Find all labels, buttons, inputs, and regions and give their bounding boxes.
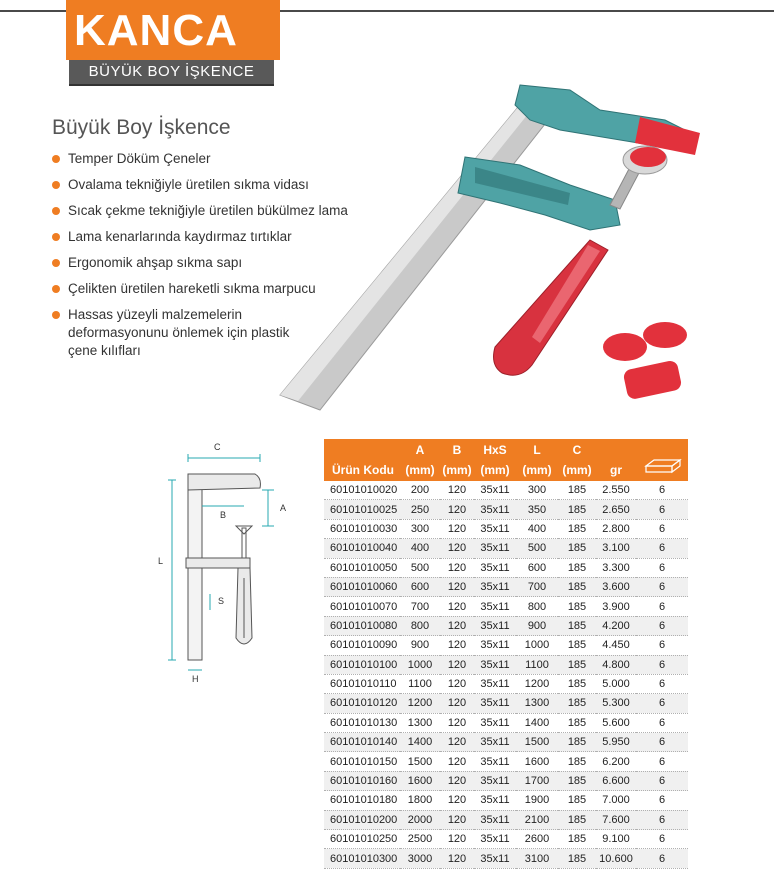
spec-table-body [324, 481, 688, 868]
table-cell: 35x11 [474, 694, 516, 713]
table-cell: 35x11 [474, 616, 516, 635]
table-row [324, 539, 688, 558]
table-cell: 60101010090 [324, 636, 400, 655]
table-cell: 6 [636, 500, 688, 519]
table-cell: 3.300 [596, 558, 636, 577]
table-cell: 35x11 [474, 481, 516, 500]
table-cell: 6 [636, 616, 688, 635]
table-cell: 2000 [400, 810, 440, 829]
bullet-icon [52, 233, 60, 241]
fixed-jaw [515, 85, 700, 155]
table-cell: 1100 [400, 674, 440, 693]
spec-table [324, 439, 688, 869]
table-cell: 6 [636, 481, 688, 500]
table-cell: 1800 [400, 791, 440, 810]
col-gr: gr [596, 458, 636, 481]
table-cell: 35x11 [474, 577, 516, 596]
table-cell: 300 [516, 481, 558, 500]
feature-item: Temper Döküm Çeneler [52, 150, 422, 168]
bullet-icon [52, 285, 60, 293]
table-cell: 250 [400, 500, 440, 519]
table-cell: 5.600 [596, 713, 636, 732]
table-cell: 120 [440, 577, 474, 596]
table-cell: 6 [636, 519, 688, 538]
table-row [324, 713, 688, 732]
table-cell: 120 [440, 674, 474, 693]
product-title: Büyük Boy İşkence [52, 116, 231, 139]
table-row [324, 849, 688, 868]
table-row [324, 694, 688, 713]
table-row [324, 636, 688, 655]
table-cell: 6 [636, 597, 688, 616]
table-cell: 35x11 [474, 539, 516, 558]
table-cell: 6 [636, 636, 688, 655]
table-cell: 60101010200 [324, 810, 400, 829]
table-cell: 35x11 [474, 655, 516, 674]
table-cell: 350 [516, 500, 558, 519]
col-c: C [558, 439, 596, 458]
brand-subtitle: BÜYÜK BOY İŞKENCE [69, 60, 274, 86]
table-cell: 200 [400, 481, 440, 500]
table-row [324, 481, 688, 500]
table-row [324, 519, 688, 538]
col-a: A [400, 439, 440, 458]
table-cell: 35x11 [474, 733, 516, 752]
table-cell: 35x11 [474, 500, 516, 519]
table-cell: 60101010050 [324, 558, 400, 577]
feature-item: Ergonomik ahşap sıkma sapı [52, 254, 422, 272]
table-cell: 60101010300 [324, 849, 400, 868]
table-row [324, 577, 688, 596]
table-cell: 3100 [516, 849, 558, 868]
table-cell: 1700 [516, 771, 558, 790]
table-cell: 60101010070 [324, 597, 400, 616]
table-cell: 185 [558, 849, 596, 868]
bullet-icon [52, 207, 60, 215]
table-cell: 2100 [516, 810, 558, 829]
brand-logo: KANCA [74, 6, 238, 55]
table-cell: 6 [636, 674, 688, 693]
table-cell: 1000 [400, 655, 440, 674]
table-cell: 60101010120 [324, 694, 400, 713]
table-cell: 6.600 [596, 771, 636, 790]
table-cell: 60101010040 [324, 539, 400, 558]
table-cell: 900 [400, 636, 440, 655]
table-cell: 500 [400, 558, 440, 577]
jaw-caps [603, 322, 687, 400]
table-cell: 1200 [516, 674, 558, 693]
table-cell: 185 [558, 713, 596, 732]
table-cell: 185 [558, 539, 596, 558]
table-cell: 120 [440, 636, 474, 655]
table-row [324, 733, 688, 752]
table-cell: 6 [636, 849, 688, 868]
table-row [324, 791, 688, 810]
table-cell: 400 [400, 539, 440, 558]
table-cell: 5.300 [596, 694, 636, 713]
table-cell: 60101010130 [324, 713, 400, 732]
table-cell: 6 [636, 733, 688, 752]
table-cell: 1500 [516, 733, 558, 752]
table-cell: 900 [516, 616, 558, 635]
table-cell: 800 [400, 616, 440, 635]
table-cell: 120 [440, 481, 474, 500]
table-cell: 185 [558, 558, 596, 577]
table-cell: 60101010030 [324, 519, 400, 538]
dimension-diagram [150, 438, 300, 688]
box-icon [642, 458, 682, 474]
dim-label-l: L [158, 556, 164, 566]
table-row [324, 830, 688, 849]
table-cell: 3000 [400, 849, 440, 868]
col-c-unit: (mm) [558, 458, 596, 481]
table-cell: 35x11 [474, 849, 516, 868]
table-cell: 60101010080 [324, 616, 400, 635]
table-cell: 6 [636, 771, 688, 790]
table-cell: 185 [558, 752, 596, 771]
feature-item: Lama kenarlarında kaydırmaz tırtıklar [52, 228, 422, 246]
table-cell: 120 [440, 791, 474, 810]
table-cell: 35x11 [474, 810, 516, 829]
wooden-handle [494, 240, 608, 375]
table-cell: 120 [440, 810, 474, 829]
table-cell: 6 [636, 752, 688, 771]
table-cell: 185 [558, 674, 596, 693]
table-cell: 60101010100 [324, 655, 400, 674]
table-cell: 6.200 [596, 752, 636, 771]
feature-item: Sıcak çekme tekniğiyle üretilen bükülmez lama [52, 202, 422, 220]
table-cell: 6 [636, 558, 688, 577]
table-cell: 700 [400, 597, 440, 616]
table-cell: 185 [558, 733, 596, 752]
table-row [324, 771, 688, 790]
col-a-unit: (mm) [400, 458, 440, 481]
table-cell: 120 [440, 830, 474, 849]
spec-table-header [324, 439, 688, 481]
table-cell: 35x11 [474, 597, 516, 616]
table-cell: 120 [440, 752, 474, 771]
table-cell: 2.550 [596, 481, 636, 500]
table-cell: 1000 [516, 636, 558, 655]
table-cell: 3.600 [596, 577, 636, 596]
table-cell: 6 [636, 577, 688, 596]
table-cell: 5.950 [596, 733, 636, 752]
table-cell: 3.900 [596, 597, 636, 616]
table-cell: 35x11 [474, 791, 516, 810]
table-cell: 60101010250 [324, 830, 400, 849]
table-cell: 60101010160 [324, 771, 400, 790]
table-cell: 9.100 [596, 830, 636, 849]
table-cell: 185 [558, 616, 596, 635]
table-cell: 5.000 [596, 674, 636, 693]
table-cell: 1400 [400, 733, 440, 752]
table-cell: 4.800 [596, 655, 636, 674]
bullet-icon [52, 311, 60, 319]
table-cell: 10.600 [596, 849, 636, 868]
col-b: B [440, 439, 474, 458]
table-cell: 800 [516, 597, 558, 616]
table-cell: 6 [636, 655, 688, 674]
table-cell: 35x11 [474, 771, 516, 790]
dim-label-b: B [220, 510, 227, 520]
table-cell: 35x11 [474, 752, 516, 771]
dim-label-s: S [218, 596, 225, 606]
table-row [324, 558, 688, 577]
table-cell: 60101010180 [324, 791, 400, 810]
table-row [324, 597, 688, 616]
table-cell: 60101010110 [324, 674, 400, 693]
col-code: Ürün Kodu [324, 458, 400, 481]
table-row [324, 674, 688, 693]
table-cell: 2600 [516, 830, 558, 849]
dim-label-h: H [192, 674, 199, 684]
table-cell: 600 [400, 577, 440, 596]
col-l-unit: (mm) [516, 458, 558, 481]
table-cell: 35x11 [474, 519, 516, 538]
table-cell: 120 [440, 694, 474, 713]
table-cell: 1600 [400, 771, 440, 790]
table-cell: 1100 [516, 655, 558, 674]
table-cell: 3.100 [596, 539, 636, 558]
table-cell: 500 [516, 539, 558, 558]
table-cell: 1400 [516, 713, 558, 732]
table-cell: 60101010150 [324, 752, 400, 771]
feature-item: Hassas yüzeyli malzemelerin deformasyonunu önlemek için plastik çene kılıfları [52, 306, 303, 360]
table-cell: 6 [636, 539, 688, 558]
table-cell: 6 [636, 713, 688, 732]
table-row [324, 616, 688, 635]
table-cell: 4.200 [596, 616, 636, 635]
table-cell: 1200 [400, 694, 440, 713]
table-cell: 400 [516, 519, 558, 538]
table-cell: 185 [558, 636, 596, 655]
table-cell: 4.450 [596, 636, 636, 655]
table-cell: 120 [440, 849, 474, 868]
table-cell: 300 [400, 519, 440, 538]
table-cell: 6 [636, 694, 688, 713]
bullet-icon [52, 259, 60, 267]
table-cell: 1600 [516, 752, 558, 771]
table-cell: 185 [558, 830, 596, 849]
clamp-screw [610, 146, 667, 209]
table-cell: 120 [440, 519, 474, 538]
table-cell: 1300 [400, 713, 440, 732]
table-cell: 7.000 [596, 791, 636, 810]
table-cell: 1300 [516, 694, 558, 713]
table-cell: 2.800 [596, 519, 636, 538]
table-cell: 120 [440, 539, 474, 558]
table-row [324, 752, 688, 771]
table-cell: 35x11 [474, 713, 516, 732]
col-b-unit: (mm) [440, 458, 474, 481]
table-cell: 120 [440, 655, 474, 674]
table-cell: 2500 [400, 830, 440, 849]
table-cell: 120 [440, 733, 474, 752]
table-cell: 2.650 [596, 500, 636, 519]
table-cell: 6 [636, 791, 688, 810]
table-cell: 120 [440, 500, 474, 519]
dim-label-c: C [214, 442, 221, 452]
table-cell: 35x11 [474, 636, 516, 655]
table-cell: 185 [558, 500, 596, 519]
table-cell: 60101010060 [324, 577, 400, 596]
dim-label-a: A [280, 503, 287, 513]
col-l: L [516, 439, 558, 458]
table-cell: 185 [558, 577, 596, 596]
table-cell: 120 [440, 597, 474, 616]
table-row [324, 500, 688, 519]
table-cell: 120 [440, 616, 474, 635]
bullet-icon [52, 155, 60, 163]
table-cell: 35x11 [474, 558, 516, 577]
table-cell: 185 [558, 519, 596, 538]
table-cell: 185 [558, 771, 596, 790]
table-cell: 35x11 [474, 674, 516, 693]
table-cell: 1900 [516, 791, 558, 810]
table-cell: 185 [558, 810, 596, 829]
col-box [636, 458, 688, 481]
table-cell: 700 [516, 577, 558, 596]
table-cell: 185 [558, 597, 596, 616]
table-row [324, 810, 688, 829]
col-hs-unit: (mm) [474, 458, 516, 481]
table-cell: 120 [440, 713, 474, 732]
table-cell: 185 [558, 791, 596, 810]
sliding-jaw [458, 157, 620, 230]
table-cell: 185 [558, 655, 596, 674]
table-cell: 120 [440, 771, 474, 790]
table-cell: 60101010025 [324, 500, 400, 519]
table-cell: 35x11 [474, 830, 516, 849]
bullet-icon [52, 181, 60, 189]
table-cell: 600 [516, 558, 558, 577]
table-cell: 1500 [400, 752, 440, 771]
table-cell: 120 [440, 558, 474, 577]
feature-item: Ovalama tekniğiyle üretilen sıkma vidası [52, 176, 422, 194]
table-cell: 60101010020 [324, 481, 400, 500]
table-cell: 185 [558, 481, 596, 500]
table-cell: 60101010140 [324, 733, 400, 752]
feature-item: Çelikten üretilen hareketli sıkma marpucu [52, 280, 422, 298]
table-cell: 6 [636, 810, 688, 829]
clamp-product-image [270, 75, 710, 425]
col-hs: HxS [474, 439, 516, 458]
table-cell: 6 [636, 830, 688, 849]
table-cell: 185 [558, 694, 596, 713]
table-row [324, 655, 688, 674]
table-cell: 7.600 [596, 810, 636, 829]
